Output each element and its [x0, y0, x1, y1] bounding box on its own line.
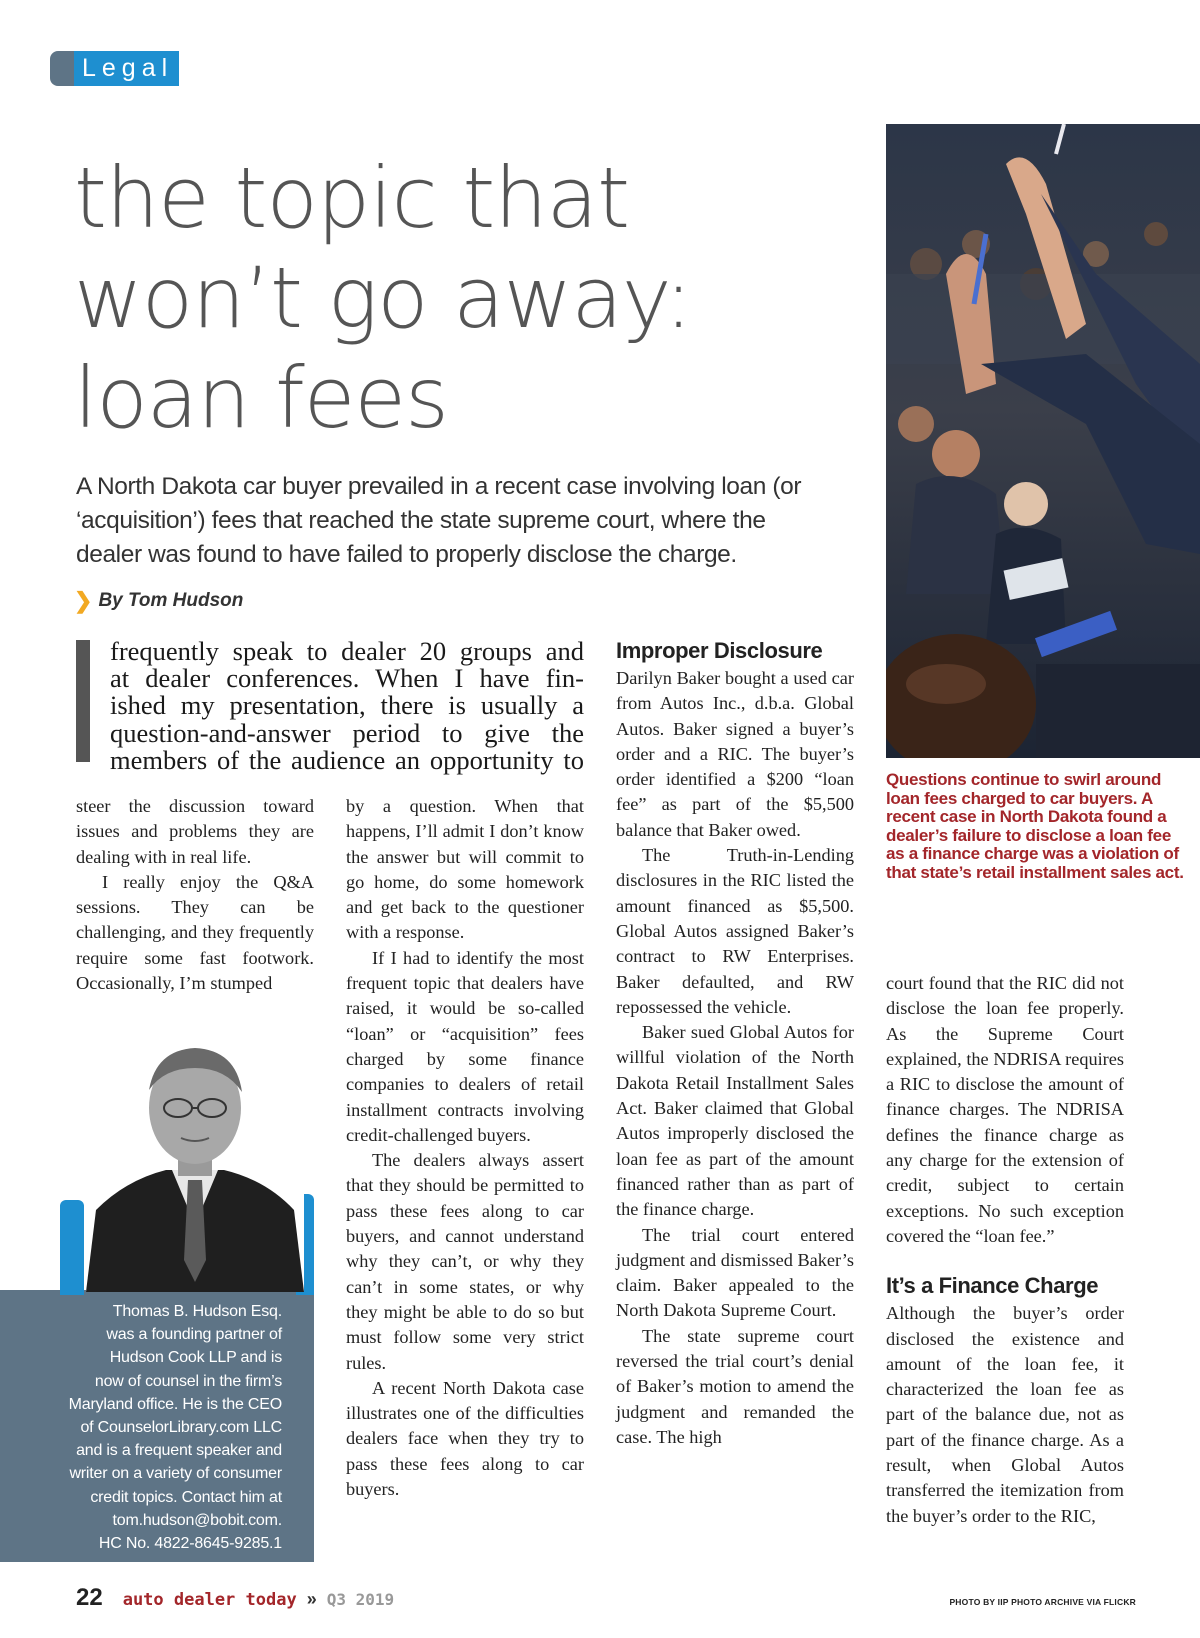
audience-photo	[886, 124, 1200, 758]
title-line: loan fees	[74, 349, 448, 447]
portrait-accent-bar	[60, 1200, 84, 1295]
section-tag	[50, 51, 179, 86]
body-paragraph: The trial court entered judgment and dismissed Baker’s claim. Baker appealed to the North Dakota Supreme Court.	[616, 1224, 854, 1321]
article-dek: A North Dakota car buyer prevailed in a recent case involving loan (or ‘acquisition’) fees that reached the state supreme court, where the dealer was found to have failed to properly disclose the charge.	[76, 473, 802, 568]
publication-name: auto dealer today	[122, 1590, 297, 1610]
bio-line: HC No. 4822-8645-9285.1	[98, 1535, 282, 1553]
title-line: won’t go away:	[74, 249, 692, 347]
article-column-2	[346, 794, 584, 1502]
drop-cap	[76, 640, 90, 762]
lead-paragraph	[110, 638, 584, 774]
body-paragraph: A recent North Dakota case illustrates one of the difficulties dealers face when they try to pass these fees along to car buyers.	[346, 1377, 584, 1500]
author-bio-box	[0, 1290, 314, 1562]
lead-line: at dealer conferences. When I have fin-	[110, 663, 584, 694]
bio-line: and is a frequent speaker and	[76, 1442, 282, 1460]
page-number: 22	[76, 1584, 103, 1611]
body-paragraph: If I had to identify the most frequent topic that dealers have raised, it would be so-called “loan” or “acquisition” fees charged by some finance companies to dealers of retail installment contracts involving credit-challenged buyers.	[346, 947, 584, 1145]
byline-text: By Tom Hudson	[98, 590, 244, 611]
chevron-right-icon: ❯	[74, 588, 93, 613]
bio-line: credit topics. Contact him at	[90, 1488, 282, 1506]
drop-cap-letter	[0, 0, 1, 1]
section-tag-label: Legal	[74, 51, 179, 86]
lead-line: members of the audience an opportunity to	[110, 744, 584, 775]
author-portrait-illustration	[86, 1020, 304, 1292]
bio-line: Maryland office. He is the CEO	[68, 1395, 282, 1413]
audience-photo-illustration	[886, 124, 1200, 758]
title-line: the topic that	[74, 149, 630, 247]
author-portrait	[86, 1020, 304, 1292]
issue-label: Q3 2019	[326, 1590, 395, 1609]
body-paragraph: Baker sued Global Autos for willful violation of the North Dakota Retail Installment Sales Act. Baker claimed that Global Autos improperly disclosed the loan fee as part of the amount financed rather than as part of the finance charge.	[616, 1022, 854, 1220]
article-column-1	[76, 794, 314, 996]
page-footer	[76, 1584, 1136, 1614]
photo-caption: Questions continue to swirl around loan fees charged to car buyers. A recent case in North Dakota found a dealer’s failure to disclose a loan fee as a finance charge was a violation of that state’s retail installment sales act.	[886, 770, 1184, 882]
bio-line: of CounselorLibrary.com LLC	[80, 1419, 282, 1437]
section-tag-cap	[50, 51, 74, 86]
body-paragraph: I really enjoy the Q&A sessions. They can be challenging, and they frequently require some fast footwork. Occasionally, I’m stumped	[76, 871, 314, 994]
section-heading: Improper Disclosure	[616, 638, 823, 663]
lead-line: frequently speak to dealer 20 groups and	[110, 636, 584, 666]
bio-line: tom.hudson@bobit.com.	[112, 1511, 282, 1529]
body-paragraph: Although the buyer’s order disclosed the existence and amount of the loan fee, it characterized the loan fee as part of the balance due, not as part of the finance charge. As a result, when Global Autos transferred the itemization from the buyer’s order to the RIC,	[886, 1303, 1124, 1526]
article-title	[74, 148, 794, 448]
bio-line: was a founding partner of	[106, 1326, 282, 1344]
lead-line: ished my presentation, there is usually a	[110, 690, 584, 721]
section-heading: It’s a Finance Charge	[886, 1273, 1099, 1299]
body-paragraph: The Truth-in-Lending disclosures in the RIC listed the amount financed as $5,500. Global Autos assigned Baker’s contract to RW Enterprises. Baker defaulted, and RW repossessed the vehicle.	[616, 845, 854, 1017]
body-paragraph: court found that the RIC did not disclose the loan fee properly. As the Supreme Court explained, the NDRISA requires a RIC to disclose the amount of finance charges. The NDRISA defines the finance charge as any charge for the extension of credit, subject to certain exceptions. No such exception covered the “loan fee.”	[886, 973, 1124, 1246]
article-column-4	[886, 971, 1124, 1529]
bio-line: Thomas B. Hudson Esq.	[112, 1303, 282, 1320]
body-paragraph: The dealers always assert that they should be permitted to pass these fees along to car buyers, and cannot understand why they can’t, or why they can’t in some states, or why they might be able to do so but must follow some very strict rules.	[346, 1150, 584, 1373]
bio-line: writer on a variety of consumer	[69, 1465, 282, 1483]
body-paragraph: by a question. When that happens, I’ll admit I don’t know the answer but will commit to go home, do some homework and get back to the questioner with a response.	[346, 796, 584, 943]
body-paragraph: steer the discussion toward issues and problems they are dealing with in real life.	[76, 796, 314, 867]
body-paragraph: Darilyn Baker bought a used car from Autos Inc., d.b.a. Global Autos. Baker signed a buyer’s order and a RIC. The buyer’s order identified a $200 “loan fee” as part of the $5,500 balance that Baker owed.	[616, 668, 854, 840]
photo-credit: PHOTO BY IIP PHOTO ARCHIVE VIA FLICKR	[949, 1597, 1136, 1607]
footer-separator: »	[306, 1589, 317, 1609]
byline	[74, 588, 243, 614]
lead-line: question-and-answer period to give the	[110, 717, 584, 748]
body-paragraph: The state supreme court reversed the trial court’s denial of Baker’s motion to amend the judgment and remanded the case. The high	[616, 1325, 854, 1447]
bio-line: now of counsel in the firm’s	[94, 1372, 282, 1390]
article-column-3	[616, 636, 854, 1450]
bio-line: Hudson Cook LLP and is	[109, 1349, 282, 1367]
author-bio	[22, 1300, 282, 1555]
